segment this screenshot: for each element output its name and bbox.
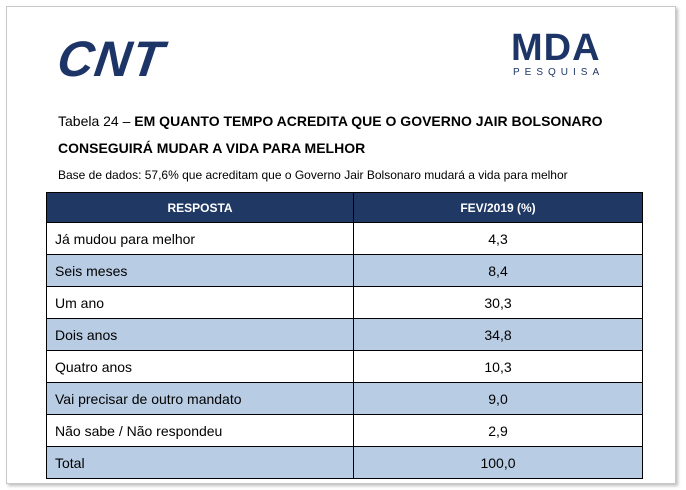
row-label: Um ano — [47, 287, 354, 319]
mda-pesquisa-logo — [511, 29, 621, 79]
base-note: Base de dados: 57,6% que acreditam que o Governo Jair Bolsonaro mudará a vida para melhor — [58, 168, 568, 182]
row-value: 2,9 — [354, 415, 643, 447]
table-title-line1: EM QUANTO TEMPO ACREDITA QUE O GOVERNO JAIR BOLSONARO — [134, 113, 603, 129]
row-value: 9,0 — [354, 383, 643, 415]
header-resposta: RESPOSTA — [47, 193, 354, 223]
table-row — [47, 223, 643, 255]
results-table — [46, 192, 643, 479]
table-row — [47, 287, 643, 319]
row-label: Total — [47, 447, 354, 479]
row-value: 4,3 — [354, 223, 643, 255]
table-row — [47, 351, 643, 383]
table-title — [58, 110, 636, 132]
table-number: Tabela 24 – — [58, 113, 131, 129]
mda-logo-subtitle: PESQUISA — [513, 67, 605, 78]
cnt-logo: CNT — [54, 31, 168, 87]
table-row — [47, 319, 643, 351]
row-value: 30,3 — [354, 287, 643, 319]
row-value: 100,0 — [354, 447, 643, 479]
table-row — [47, 255, 643, 287]
row-label: Já mudou para melhor — [47, 223, 354, 255]
row-label: Dois anos — [47, 319, 354, 351]
row-label: Quatro anos — [47, 351, 354, 383]
row-value: 34,8 — [354, 319, 643, 351]
table-header-row — [47, 193, 643, 223]
row-value: 10,3 — [354, 351, 643, 383]
row-label: Seis meses — [47, 255, 354, 287]
table-row-total — [47, 447, 643, 479]
header-fev-2019: FEV/2019 (%) — [354, 193, 643, 223]
row-value: 8,4 — [354, 255, 643, 287]
table-row — [47, 415, 643, 447]
table-title-line2: CONSEGUIRÁ MUDAR A VIDA PARA MELHOR — [58, 140, 366, 156]
mda-logo-text: MDA — [511, 27, 601, 69]
row-label: Não sabe / Não respondeu — [47, 415, 354, 447]
row-label: Vai precisar de outro mandato — [47, 383, 354, 415]
table-row — [47, 383, 643, 415]
